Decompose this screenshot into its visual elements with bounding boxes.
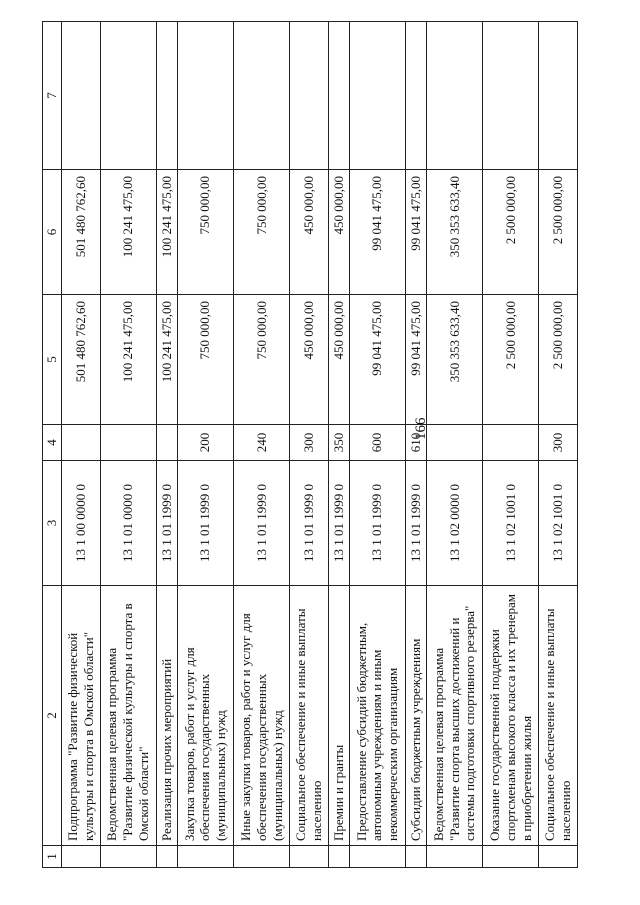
amount-cell-col7 — [539, 22, 578, 170]
item-name-cell: Ведомственная целевая программа "Развитие спорта высших достижений и системы подготовки спортивного резерва" — [426, 586, 482, 846]
target-article-code-cell: 13 1 01 1999 0 — [156, 461, 177, 586]
budget-table-page — [42, 22, 578, 868]
row-number-cell — [405, 846, 426, 868]
row-number-cell — [233, 846, 289, 868]
target-article-code-cell: 13 1 01 1999 0 — [290, 461, 329, 586]
target-article-code-cell: 13 1 01 1999 0 — [328, 461, 349, 586]
column-header: 3 — [43, 461, 62, 586]
item-name-cell: Субсидии бюджетным учреждениям — [405, 586, 426, 846]
amount-cell-col7 — [62, 22, 101, 170]
amount-cell-col5: 350 353 633,40 — [426, 295, 482, 425]
row-number-cell — [539, 846, 578, 868]
table-row — [156, 22, 177, 868]
amount-cell-col7 — [177, 22, 233, 170]
item-name-cell: Иные закупки товаров, работ и услуг для обеспечения государственных (муниципальных) нужд — [233, 586, 289, 846]
amount-cell-col6: 501 480 762,60 — [62, 170, 101, 295]
column-header: 5 — [43, 295, 62, 425]
column-header: 1 — [43, 846, 62, 868]
expense-type-cell: 200 — [177, 425, 233, 461]
item-name-cell: Социальное обеспечение и иные выплаты населению — [539, 586, 578, 846]
row-number-cell — [177, 846, 233, 868]
amount-cell-col5: 100 241 475,00 — [156, 295, 177, 425]
budget-table — [42, 21, 578, 868]
target-article-code-cell: 13 1 01 1999 0 — [233, 461, 289, 586]
table-row — [62, 22, 101, 868]
amount-cell-col7 — [233, 22, 289, 170]
amount-cell-col5: 750 000,00 — [177, 295, 233, 425]
target-article-code-cell: 13 1 02 1001 0 — [483, 461, 539, 586]
target-article-code-cell: 13 1 01 1999 0 — [405, 461, 426, 586]
amount-cell-col7 — [349, 22, 405, 170]
expense-type-cell — [483, 425, 539, 461]
item-name-cell: Закупка товаров, работ и услуг для обеспечения государственных (муниципальных) нужд — [177, 586, 233, 846]
amount-cell-col6: 2 500 000,00 — [483, 170, 539, 295]
amount-cell-col6: 350 353 633,40 — [426, 170, 482, 295]
target-article-code-cell: 13 1 01 1999 0 — [349, 461, 405, 586]
expense-type-cell: 350 — [328, 425, 349, 461]
item-name-cell: Подпрограмма "Развитие физической культуры и спорта в Омской области" — [62, 586, 101, 846]
table-row — [483, 22, 539, 868]
item-name-cell: Социальное обеспечение и иные выплаты населению — [290, 586, 329, 846]
item-name-cell: Премии и гранты — [328, 586, 349, 846]
row-number-cell — [156, 846, 177, 868]
column-number-row — [43, 22, 62, 868]
amount-cell-col5: 2 500 000,00 — [539, 295, 578, 425]
table-row — [290, 22, 329, 868]
column-header: 6 — [43, 170, 62, 295]
amount-cell-col7 — [156, 22, 177, 170]
expense-type-cell — [100, 425, 156, 461]
amount-cell-col6: 99 041 475,00 — [405, 170, 426, 295]
amount-cell-col7 — [483, 22, 539, 170]
amount-cell-col5: 99 041 475,00 — [405, 295, 426, 425]
target-article-code-cell: 13 1 01 0000 0 — [100, 461, 156, 586]
amount-cell-col6: 2 500 000,00 — [539, 170, 578, 295]
column-header: 7 — [43, 22, 62, 170]
table-body — [43, 22, 578, 868]
amount-cell-col5: 450 000,00 — [328, 295, 349, 425]
expense-type-cell — [426, 425, 482, 461]
amount-cell-col5: 99 041 475,00 — [349, 295, 405, 425]
row-number-cell — [349, 846, 405, 868]
table-row — [349, 22, 405, 868]
amount-cell-col7 — [405, 22, 426, 170]
amount-cell-col6: 450 000,00 — [328, 170, 349, 295]
row-number-cell — [100, 846, 156, 868]
amount-cell-col7 — [426, 22, 482, 170]
column-header: 4 — [43, 425, 62, 461]
amount-cell-col6: 100 241 475,00 — [100, 170, 156, 295]
amount-cell-col6: 99 041 475,00 — [349, 170, 405, 295]
row-number-cell — [328, 846, 349, 868]
table-row — [177, 22, 233, 868]
amount-cell-col7 — [290, 22, 329, 170]
expense-type-cell — [156, 425, 177, 461]
amount-cell-col5: 501 480 762,60 — [62, 295, 101, 425]
expense-type-cell — [62, 425, 101, 461]
amount-cell-col5: 750 000,00 — [233, 295, 289, 425]
amount-cell-col6: 100 241 475,00 — [156, 170, 177, 295]
row-number-cell — [483, 846, 539, 868]
amount-cell-col5: 450 000,00 — [290, 295, 329, 425]
amount-cell-col7 — [328, 22, 349, 170]
page-number: 166 — [413, 417, 429, 440]
target-article-code-cell: 13 1 02 0000 0 — [426, 461, 482, 586]
amount-cell-col6: 750 000,00 — [177, 170, 233, 295]
target-article-code-cell: 13 1 00 0000 0 — [62, 461, 101, 586]
amount-cell-col7 — [100, 22, 156, 170]
amount-cell-col6: 450 000,00 — [290, 170, 329, 295]
table-row — [328, 22, 349, 868]
column-header: 2 — [43, 586, 62, 846]
table-row — [405, 22, 426, 868]
table-row — [539, 22, 578, 868]
expense-type-cell: 240 — [233, 425, 289, 461]
table-row — [426, 22, 482, 868]
expense-type-cell: 300 — [290, 425, 329, 461]
item-name-cell: Реализация прочих мероприятий — [156, 586, 177, 846]
item-name-cell: Предоставление субсидий бюджетным, автономным учреждениям и иным некоммерческим организациям — [349, 586, 405, 846]
row-number-cell — [290, 846, 329, 868]
target-article-code-cell: 13 1 02 1001 0 — [539, 461, 578, 586]
row-number-cell — [426, 846, 482, 868]
expense-type-cell: 600 — [349, 425, 405, 461]
amount-cell-col5: 100 241 475,00 — [100, 295, 156, 425]
amount-cell-col5: 2 500 000,00 — [483, 295, 539, 425]
item-name-cell: Ведомственная целевая программа "Развитие физической культуры и спорта в Омской области" — [100, 586, 156, 846]
amount-cell-col6: 750 000,00 — [233, 170, 289, 295]
expense-type-cell: 300 — [539, 425, 578, 461]
table-row — [233, 22, 289, 868]
target-article-code-cell: 13 1 01 1999 0 — [177, 461, 233, 586]
row-number-cell — [62, 846, 101, 868]
item-name-cell: Оказание государственной поддержки спортсменам высокого класса и их тренерам в приобретении жилья — [483, 586, 539, 846]
expense-type-cell: 610 — [405, 425, 426, 461]
table-row — [100, 22, 156, 868]
